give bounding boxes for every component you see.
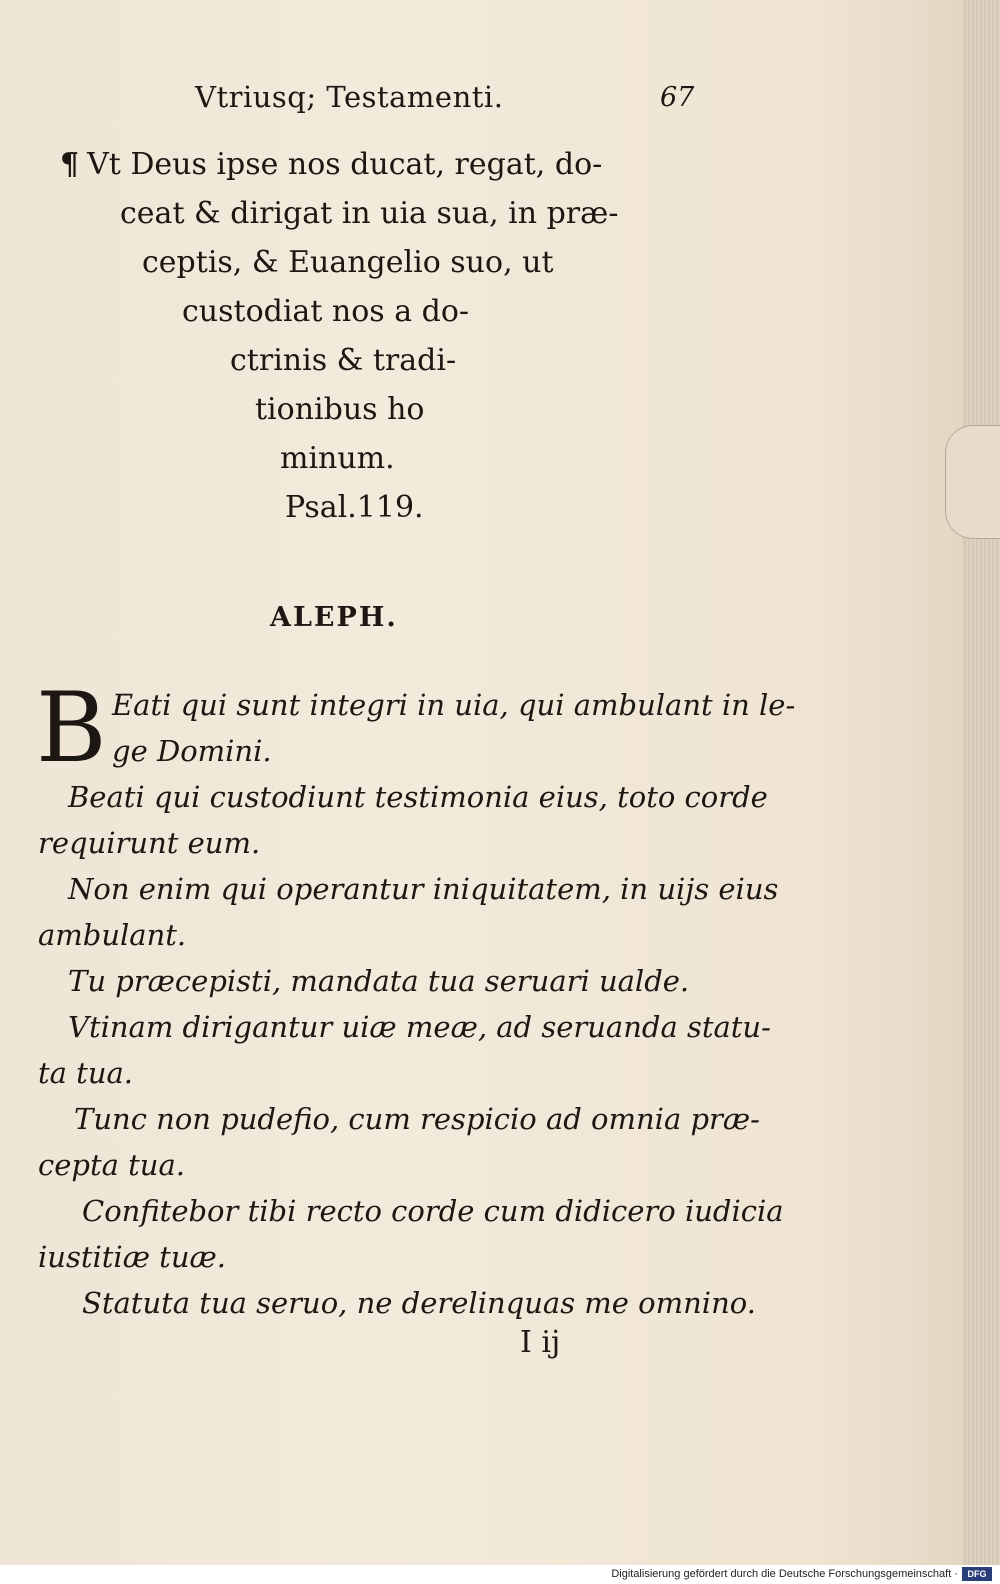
psalm-text	[36, 672, 796, 1326]
verse-line: Eati qui sunt integri in uia, qui ambulant in le-	[112, 688, 796, 722]
verse-line: Vtinam dirigantur uiæ meæ, ad seruanda statu-	[68, 1010, 771, 1044]
heading-line: ctrinis & tradi-	[230, 343, 457, 378]
heading-line: minum.	[280, 441, 395, 476]
verse-line: ta tua.	[38, 1056, 134, 1090]
verse-line: iustitiæ tuæ.	[38, 1240, 226, 1274]
heading-line: tionibus ho	[255, 392, 425, 427]
heading-line: Psal.119.	[285, 490, 424, 525]
verse-line: Confitebor tibi recto corde cum didicero iudicia	[82, 1194, 784, 1228]
heading-line: custodiat nos a do-	[182, 294, 470, 329]
heading-line: ¶ Vt Deus ipse nos ducat, regat, do-	[60, 140, 700, 189]
verse-line: Tunc non pudefio, cum respicio ad omnia præ-	[74, 1102, 760, 1136]
running-head: Vtriusq; Testamenti.	[195, 80, 504, 114]
page-edges	[962, 0, 1000, 1565]
dfg-logo: DFG	[962, 1567, 992, 1581]
verse-line: cepta tua.	[38, 1148, 185, 1182]
verse-line: ge Domini.	[112, 734, 272, 768]
footer-credit: Digitalisierung gefördert durch die Deutsche Forschungsgemeinschaft ·	[611, 1568, 958, 1580]
page-number: 67	[660, 82, 695, 113]
verse-line: Tu præcepisti, mandata tua seruari ualde.	[68, 964, 690, 998]
verse-line: Statuta tua seruo, ne derelinquas me omnino.	[82, 1286, 756, 1320]
drop-capital: B	[36, 672, 107, 784]
verse-line: Beati qui custodiunt testimonia eius, toto corde	[68, 780, 768, 814]
pilcrow-mark: ¶	[60, 147, 80, 182]
chapter-heading	[60, 140, 700, 532]
signature-mark: I ij	[520, 1325, 561, 1360]
section-title: ALEPH.	[270, 602, 398, 633]
verse-line: Non enim qui operantur iniquitatem, in uijs eius	[68, 872, 779, 906]
verse-line: requirunt eum.	[38, 826, 261, 860]
heading-line: ceat & dirigat in uia sua, in præ-	[120, 196, 619, 231]
page-tab	[945, 425, 1000, 539]
verse-line: ambulant.	[38, 918, 187, 952]
heading-line: ceptis, & Euangelio suo, ut	[142, 245, 554, 280]
